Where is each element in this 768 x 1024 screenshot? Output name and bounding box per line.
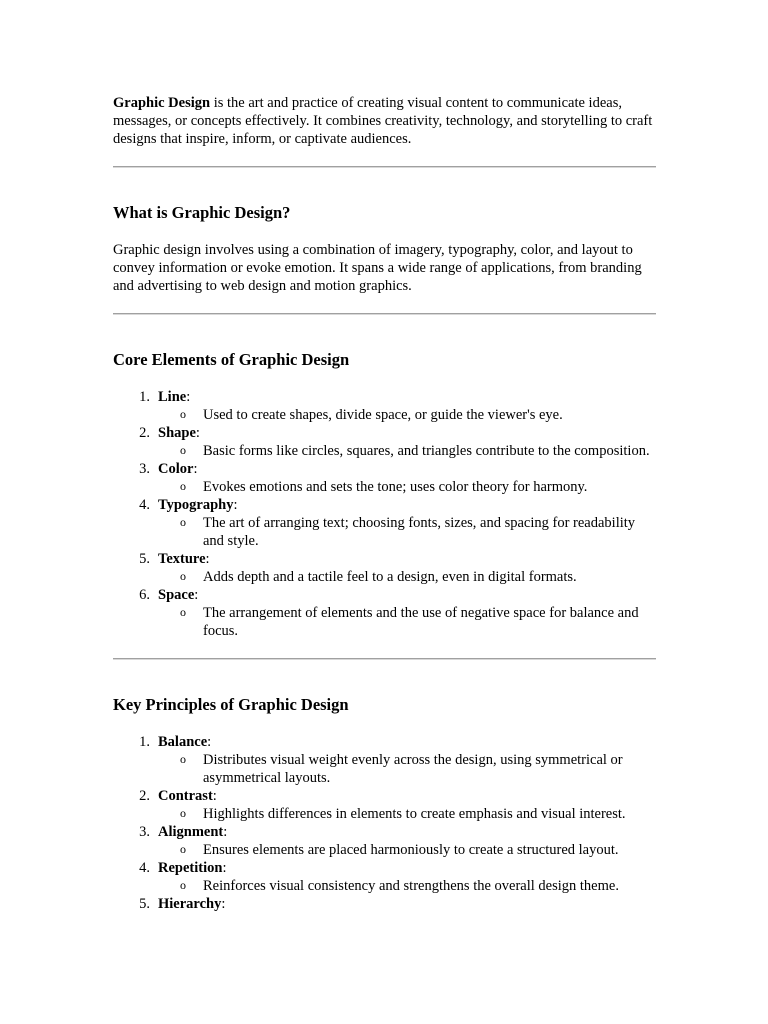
intro-paragraph xyxy=(113,94,656,148)
sub-list xyxy=(158,841,656,859)
list-item xyxy=(113,460,656,496)
list-item-term: Hierarchy xyxy=(158,896,222,912)
list-item-colon: : xyxy=(223,824,228,840)
horizontal-rule xyxy=(113,166,656,168)
circle-bullet-icon: o xyxy=(180,842,186,856)
sub-list-item xyxy=(158,478,656,496)
sub-list xyxy=(158,805,656,823)
sub-list xyxy=(158,877,656,895)
list-item-colon: : xyxy=(207,734,212,750)
horizontal-rule xyxy=(113,313,656,315)
list-item-number: 2. xyxy=(139,425,150,441)
list-item-term: Space xyxy=(158,587,195,603)
list-item-number: 5. xyxy=(139,551,150,567)
list-item-term: Color xyxy=(158,461,194,477)
list-item-number: 3. xyxy=(139,824,150,840)
list-item-term: Typography xyxy=(158,497,234,513)
section-heading-core-elements: Core Elements of Graphic Design xyxy=(113,350,350,369)
circle-bullet-icon: o xyxy=(180,806,186,820)
document-page xyxy=(113,94,656,913)
list-item xyxy=(113,823,656,859)
sub-list xyxy=(158,478,656,496)
list-item-colon: : xyxy=(222,860,227,876)
section-heading-what-is: What is Graphic Design? xyxy=(113,203,291,222)
list-item-colon: : xyxy=(212,788,217,804)
key-principles-list xyxy=(113,733,656,913)
sub-list-item-text: Ensures elements are placed harmoniously to create a structured layout. xyxy=(203,842,619,858)
circle-bullet-icon: o xyxy=(180,515,186,529)
list-item xyxy=(113,859,656,895)
sub-list-item xyxy=(158,841,656,859)
sub-list-item-text: The art of arranging text; choosing fonts, sizes, and spacing for readability and style. xyxy=(203,515,636,549)
sub-list-item-text: Highlights differences in elements to create emphasis and visual interest. xyxy=(203,806,626,822)
list-item xyxy=(113,550,656,586)
sub-list-item xyxy=(158,406,656,424)
sub-list-item xyxy=(158,604,656,640)
list-item xyxy=(113,586,656,640)
list-item xyxy=(113,388,656,424)
sub-list-item xyxy=(158,514,656,550)
sub-list xyxy=(158,751,656,787)
sub-list-item xyxy=(158,751,656,787)
list-item-number: 6. xyxy=(139,587,150,603)
list-item-term: Contrast xyxy=(158,788,213,804)
list-item xyxy=(113,733,656,787)
list-item-colon: : xyxy=(193,461,198,477)
list-item-number: 3. xyxy=(139,461,150,477)
list-item-number: 1. xyxy=(139,734,150,750)
list-item xyxy=(113,895,656,913)
circle-bullet-icon: o xyxy=(180,479,186,493)
section-body-what-is: Graphic design involves using a combination of imagery, typography, color, and layout to convey information or evoke emotion. It spans a wide range of applications, from branding and advertising to web design and motion graphics. xyxy=(113,242,642,294)
list-item-term: Shape xyxy=(158,425,196,441)
sub-list-item-text: Evokes emotions and sets the tone; uses color theory for harmony. xyxy=(203,479,588,495)
list-item-number: 2. xyxy=(139,788,150,804)
list-item-number: 4. xyxy=(139,497,150,513)
list-item-term: Balance xyxy=(158,734,208,750)
circle-bullet-icon: o xyxy=(180,878,186,892)
list-item xyxy=(113,787,656,823)
sub-list-item xyxy=(158,568,656,586)
intro-text: is the art and practice of creating visual content to communicate ideas, messages, or concepts effectively. It combines creativity, technology, and storytelling to craft designs that inspire, inform, or captivate audiences. xyxy=(113,95,653,147)
sub-list-item-text: Used to create shapes, divide space, or guide the viewer's eye. xyxy=(203,407,563,423)
list-item xyxy=(113,496,656,550)
list-item-term: Alignment xyxy=(158,824,224,840)
sub-list-item xyxy=(158,805,656,823)
list-item-number: 1. xyxy=(139,389,150,405)
list-item-term: Repetition xyxy=(158,860,223,876)
section-heading-key-principles: Key Principles of Graphic Design xyxy=(113,695,349,714)
list-item-term: Texture xyxy=(158,551,206,567)
sub-list-item xyxy=(158,442,656,460)
list-item-colon: : xyxy=(233,497,238,513)
sub-list xyxy=(158,406,656,424)
intro-term: Graphic Design xyxy=(113,95,211,111)
sub-list-item-text: Reinforces visual consistency and strengthens the overall design theme. xyxy=(203,878,619,894)
horizontal-rule xyxy=(113,658,656,660)
list-item-colon: : xyxy=(186,389,191,405)
list-item xyxy=(113,424,656,460)
list-item-number: 5. xyxy=(139,896,150,912)
sub-list-item xyxy=(158,877,656,895)
circle-bullet-icon: o xyxy=(180,605,186,619)
sub-list xyxy=(158,514,656,550)
list-item-term: Line xyxy=(158,389,187,405)
circle-bullet-icon: o xyxy=(180,752,186,766)
sub-list xyxy=(158,604,656,640)
sub-list-item-text: Basic forms like circles, squares, and triangles contribute to the composition. xyxy=(203,443,650,459)
list-item-number: 4. xyxy=(139,860,150,876)
sub-list xyxy=(158,442,656,460)
sub-list-item-text: The arrangement of elements and the use of negative space for balance and focus. xyxy=(203,605,639,639)
sub-list xyxy=(158,568,656,586)
list-item-colon: : xyxy=(195,425,200,441)
list-item-colon: : xyxy=(194,587,199,603)
circle-bullet-icon: o xyxy=(180,569,186,583)
sub-list-item-text: Adds depth and a tactile feel to a design, even in digital formats. xyxy=(203,569,577,585)
list-item-colon: : xyxy=(205,551,210,567)
circle-bullet-icon: o xyxy=(180,407,186,421)
circle-bullet-icon: o xyxy=(180,443,186,457)
list-item-colon: : xyxy=(221,896,226,912)
sub-list-item-text: Distributes visual weight evenly across the design, using symmetrical or asymmetrical layouts. xyxy=(203,752,623,786)
core-elements-list xyxy=(113,388,656,640)
